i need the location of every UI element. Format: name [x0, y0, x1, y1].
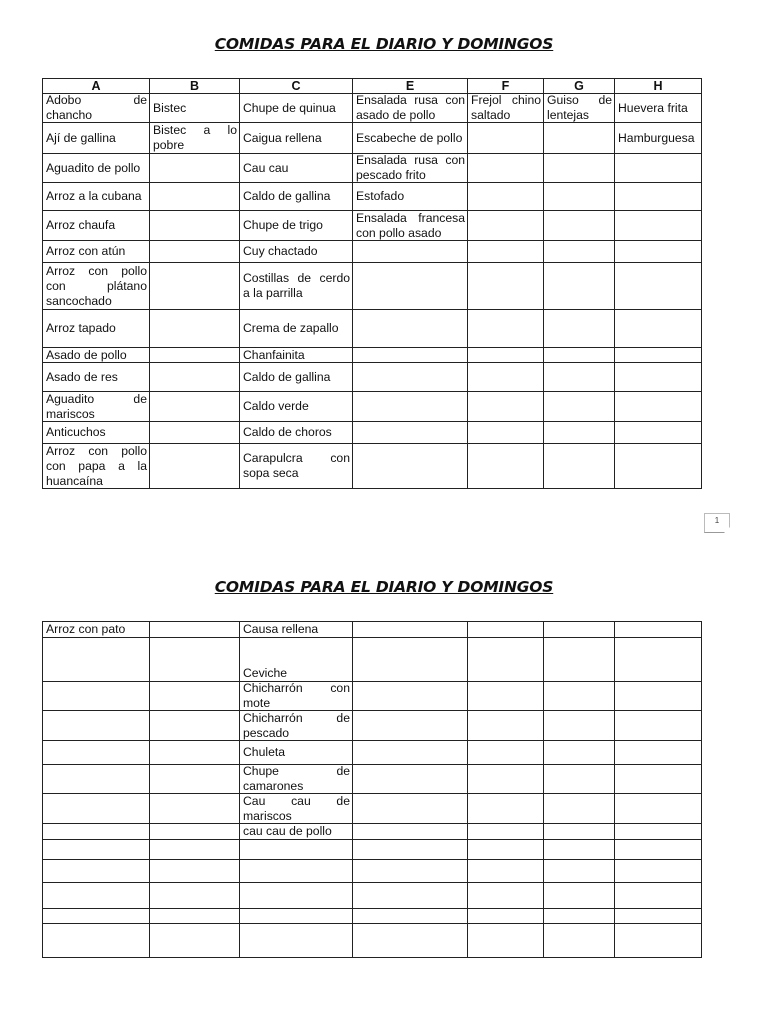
table-cell	[43, 840, 149, 859]
cell-text: Arroz a la cubana	[46, 189, 142, 203]
table-cell	[43, 622, 149, 637]
cell-text: Aguadito de pollo	[46, 160, 141, 175]
table-cell	[544, 94, 614, 122]
cell-text: Ensalada rusa con pescado frito	[356, 154, 465, 182]
table-cell	[353, 741, 467, 764]
table-cell	[43, 310, 149, 347]
table-cell	[615, 154, 701, 182]
table-cell	[240, 794, 352, 823]
cell-text: Cau cau de mariscos	[243, 794, 350, 823]
cell-text: Crema de zapallo	[243, 321, 339, 335]
table-cell	[544, 682, 614, 710]
cell-text: Costillas de cerdo a la parrilla	[243, 271, 350, 300]
table-cell	[43, 348, 149, 362]
table-cell	[43, 392, 149, 421]
cell-text: Chuleta	[243, 745, 286, 759]
table-cell	[240, 94, 352, 122]
table-cell	[353, 924, 467, 957]
cell-text: Estofado	[356, 189, 405, 203]
table-cell	[544, 392, 614, 421]
table-cell	[353, 840, 467, 859]
table-cell	[150, 794, 239, 823]
column-header: H	[653, 79, 663, 93]
table-cell	[43, 422, 149, 443]
table-cell	[468, 909, 543, 923]
table-cell	[150, 909, 239, 923]
cell-text: Ceviche	[243, 666, 288, 680]
table-cell	[240, 840, 352, 859]
table-cell	[353, 883, 467, 908]
cell-text: Ensalada francesa con pollo asado	[356, 211, 465, 240]
table-cell	[150, 348, 239, 362]
cell-text: Caigua rellena	[243, 130, 322, 145]
table-cell	[43, 638, 149, 681]
table-cell	[150, 241, 239, 262]
column-header: A	[91, 79, 101, 93]
cell-text: Cuy chactado	[243, 244, 318, 258]
table-cell	[240, 363, 352, 391]
table-cell	[43, 94, 149, 122]
table-cell	[353, 241, 467, 262]
cell-text: Chupe de quinua	[243, 100, 336, 115]
table-cell	[353, 211, 467, 240]
table-cell	[240, 622, 352, 637]
table-cell	[468, 765, 543, 793]
table-cell	[240, 392, 352, 421]
table-cell	[150, 123, 239, 153]
table-cell	[615, 123, 701, 153]
table-cell	[43, 824, 149, 839]
table-cell	[615, 392, 701, 421]
table-cell	[150, 824, 239, 839]
table-cell	[43, 123, 149, 153]
table-cell	[353, 682, 467, 710]
table-cell	[544, 263, 614, 309]
table-cell	[544, 638, 614, 681]
table-cell	[468, 711, 543, 740]
table-cell	[43, 154, 149, 182]
table-cell	[615, 241, 701, 262]
table-cell	[544, 422, 614, 443]
table-cell	[615, 840, 701, 859]
table-cell	[468, 622, 543, 637]
table-cell	[468, 824, 543, 839]
table-cell	[240, 765, 352, 793]
table-cell	[615, 94, 701, 122]
table-cell	[544, 154, 614, 182]
table-cell	[240, 883, 352, 908]
table-cell	[43, 794, 149, 823]
cell-text: Ají de gallina	[46, 130, 116, 145]
cell-text: Aguadito de mariscos	[46, 392, 147, 421]
table-cell	[615, 924, 701, 957]
table-cell	[468, 348, 543, 362]
table-cell	[240, 263, 352, 309]
table-cell	[353, 860, 467, 882]
table-cell	[544, 241, 614, 262]
table-cell	[150, 622, 239, 637]
table-cell	[353, 711, 467, 740]
table-cell	[615, 711, 701, 740]
table-cell	[240, 824, 352, 839]
cell-text: cau cau de pollo	[243, 824, 332, 838]
table-cell	[43, 263, 149, 309]
table-cell	[353, 824, 467, 839]
table-cell	[43, 183, 149, 210]
table-cell	[43, 924, 149, 957]
table-cell	[240, 348, 352, 362]
cell-text: Asado de res	[46, 369, 118, 384]
table-cell	[544, 211, 614, 240]
cell-text: Caldo de gallina	[243, 369, 331, 384]
table-cell	[43, 444, 149, 488]
table-cell	[43, 883, 149, 908]
table-cell	[615, 638, 701, 681]
table-cell	[43, 682, 149, 710]
page-title: COMIDAS PARA EL DIARIO Y DOMINGOS	[214, 578, 554, 596]
cell-text: Chupe de trigo	[243, 218, 323, 232]
table-cell	[240, 924, 352, 957]
cell-text: Guiso de lentejas	[547, 94, 612, 122]
table-cell	[353, 622, 467, 637]
table-cell	[150, 638, 239, 681]
table-cell	[150, 765, 239, 793]
table-cell	[240, 310, 352, 347]
column-header: B	[189, 79, 200, 93]
table-cell	[150, 154, 239, 182]
table-cell	[240, 741, 352, 764]
table-cell	[240, 123, 352, 153]
table-cell	[240, 444, 352, 488]
table-cell	[544, 883, 614, 908]
table-cell	[353, 123, 467, 153]
table-cell	[468, 211, 543, 240]
cell-text: Chicharrón con mote	[243, 682, 350, 710]
table-cell	[615, 422, 701, 443]
table-cell	[615, 211, 701, 240]
table-cell	[468, 444, 543, 488]
table-cell	[240, 211, 352, 240]
cell-text: Arroz tapado	[46, 321, 116, 335]
table-cell	[150, 310, 239, 347]
table-cell	[353, 310, 467, 347]
table-cell	[468, 794, 543, 823]
table-cell	[544, 348, 614, 362]
cell-text: Carapulcra con sopa seca	[243, 451, 350, 480]
table-cell	[615, 824, 701, 839]
table-cell	[544, 860, 614, 882]
table-cell	[150, 924, 239, 957]
table-cell	[150, 682, 239, 710]
cell-text: Arroz con pato	[46, 622, 126, 636]
cell-text: Caldo de gallina	[243, 189, 331, 203]
table-cell	[544, 622, 614, 637]
table-cell	[43, 860, 149, 882]
table-cell	[353, 263, 467, 309]
table-cell	[353, 94, 467, 122]
table-cell	[43, 909, 149, 923]
cell-text: Bistec a lo pobre	[153, 123, 237, 152]
table-cell	[544, 765, 614, 793]
table-cell	[150, 263, 239, 309]
table-cell	[544, 310, 614, 347]
table-cell	[150, 363, 239, 391]
cell-text: Huevera frita	[618, 100, 688, 115]
cell-text: Arroz con pollo con plátano sancochado	[46, 263, 147, 308]
column-header: E	[405, 79, 415, 93]
table-cell	[43, 741, 149, 764]
cell-text: Arroz con pollo con papa a la huancaína	[46, 444, 147, 488]
table-cell	[615, 741, 701, 764]
table-cell	[240, 154, 352, 182]
table-cell	[468, 154, 543, 182]
table-cell	[353, 348, 467, 362]
table-cell	[240, 638, 352, 681]
cell-text: Frejol chino saltado	[471, 94, 541, 122]
table-cell	[468, 682, 543, 710]
table-cell	[615, 909, 701, 923]
table-cell	[544, 183, 614, 210]
table-cell	[615, 263, 701, 309]
table-cell	[544, 741, 614, 764]
cell-text: Escabeche de pollo	[356, 130, 463, 145]
cell-text: Ensalada rusa con asado de pollo	[356, 94, 465, 122]
table-cell	[544, 924, 614, 957]
table-cell	[43, 765, 149, 793]
cell-text: Chicharrón de pescado	[243, 711, 350, 740]
cell-text: Chanfainita	[243, 348, 305, 362]
table-cell	[353, 765, 467, 793]
table-column-border	[701, 78, 702, 489]
table-cell	[150, 711, 239, 740]
table-cell	[615, 622, 701, 637]
table-cell	[468, 741, 543, 764]
cell-text: Caldo verde	[243, 399, 309, 413]
cell-text: Cau cau	[243, 160, 289, 175]
table-column-border	[701, 621, 702, 958]
table-cell	[544, 909, 614, 923]
column-header: C	[291, 79, 301, 93]
table-cell	[615, 310, 701, 347]
table-cell	[615, 183, 701, 210]
table-cell	[353, 363, 467, 391]
table-cell	[615, 363, 701, 391]
table-cell	[43, 711, 149, 740]
table-cell	[240, 909, 352, 923]
table-cell	[468, 123, 543, 153]
table-cell	[150, 94, 239, 122]
table-cell	[240, 241, 352, 262]
table-cell	[353, 392, 467, 421]
table-cell	[353, 444, 467, 488]
table-cell	[240, 183, 352, 210]
table-cell	[43, 211, 149, 240]
table-cell	[615, 860, 701, 882]
table-cell	[240, 422, 352, 443]
table-cell	[353, 154, 467, 182]
table-cell	[544, 840, 614, 859]
table-cell	[615, 444, 701, 488]
table-cell	[468, 392, 543, 421]
cell-text: Asado de pollo	[46, 348, 127, 362]
table-cell	[615, 682, 701, 710]
table-cell	[150, 392, 239, 421]
table-cell	[468, 840, 543, 859]
table-cell	[468, 263, 543, 309]
table-cell	[43, 241, 149, 262]
table-cell	[615, 348, 701, 362]
table-cell	[150, 860, 239, 882]
table-cell	[150, 211, 239, 240]
table-row-border	[42, 957, 702, 958]
cell-text: Causa rellena	[243, 622, 319, 636]
cell-text: Adobo de chancho	[46, 94, 147, 122]
cell-text: Bistec	[153, 100, 187, 115]
table-cell	[150, 840, 239, 859]
table-cell	[615, 883, 701, 908]
table-cell	[468, 310, 543, 347]
table-cell	[353, 794, 467, 823]
table-cell	[468, 363, 543, 391]
column-header: G	[574, 79, 584, 93]
table-cell	[240, 711, 352, 740]
column-header: F	[501, 79, 510, 93]
table-cell	[468, 94, 543, 122]
table-cell	[240, 860, 352, 882]
cell-text: Arroz chaufa	[46, 218, 116, 232]
table-cell	[615, 765, 701, 793]
table-cell	[353, 422, 467, 443]
cell-text: Hamburguesa	[618, 130, 695, 145]
table-cell	[353, 638, 467, 681]
table-cell	[544, 363, 614, 391]
cell-text: Arroz con atún	[46, 244, 126, 258]
page-title: COMIDAS PARA EL DIARIO Y DOMINGOS	[214, 35, 554, 53]
table-cell	[150, 883, 239, 908]
table-cell	[240, 682, 352, 710]
table-cell	[353, 909, 467, 923]
table-cell	[544, 824, 614, 839]
table-cell	[544, 123, 614, 153]
cell-text: Anticuchos	[46, 425, 106, 439]
table-cell	[150, 444, 239, 488]
table-cell	[468, 883, 543, 908]
table-cell	[468, 183, 543, 210]
table-cell	[615, 794, 701, 823]
cell-text: Chupe de camarones	[243, 765, 350, 793]
table-cell	[468, 638, 543, 681]
table-cell	[150, 183, 239, 210]
cell-text: Caldo de choros	[243, 425, 332, 439]
table-cell	[150, 422, 239, 443]
table-cell	[150, 741, 239, 764]
table-cell	[468, 860, 543, 882]
table-cell	[468, 422, 543, 443]
table-cell	[544, 711, 614, 740]
table-cell	[353, 183, 467, 210]
page-number-badge: 1	[704, 513, 730, 533]
table-cell	[468, 241, 543, 262]
table-row-border	[42, 488, 702, 489]
table-cell	[544, 444, 614, 488]
table-cell	[544, 794, 614, 823]
table-cell	[43, 363, 149, 391]
table-cell	[468, 924, 543, 957]
